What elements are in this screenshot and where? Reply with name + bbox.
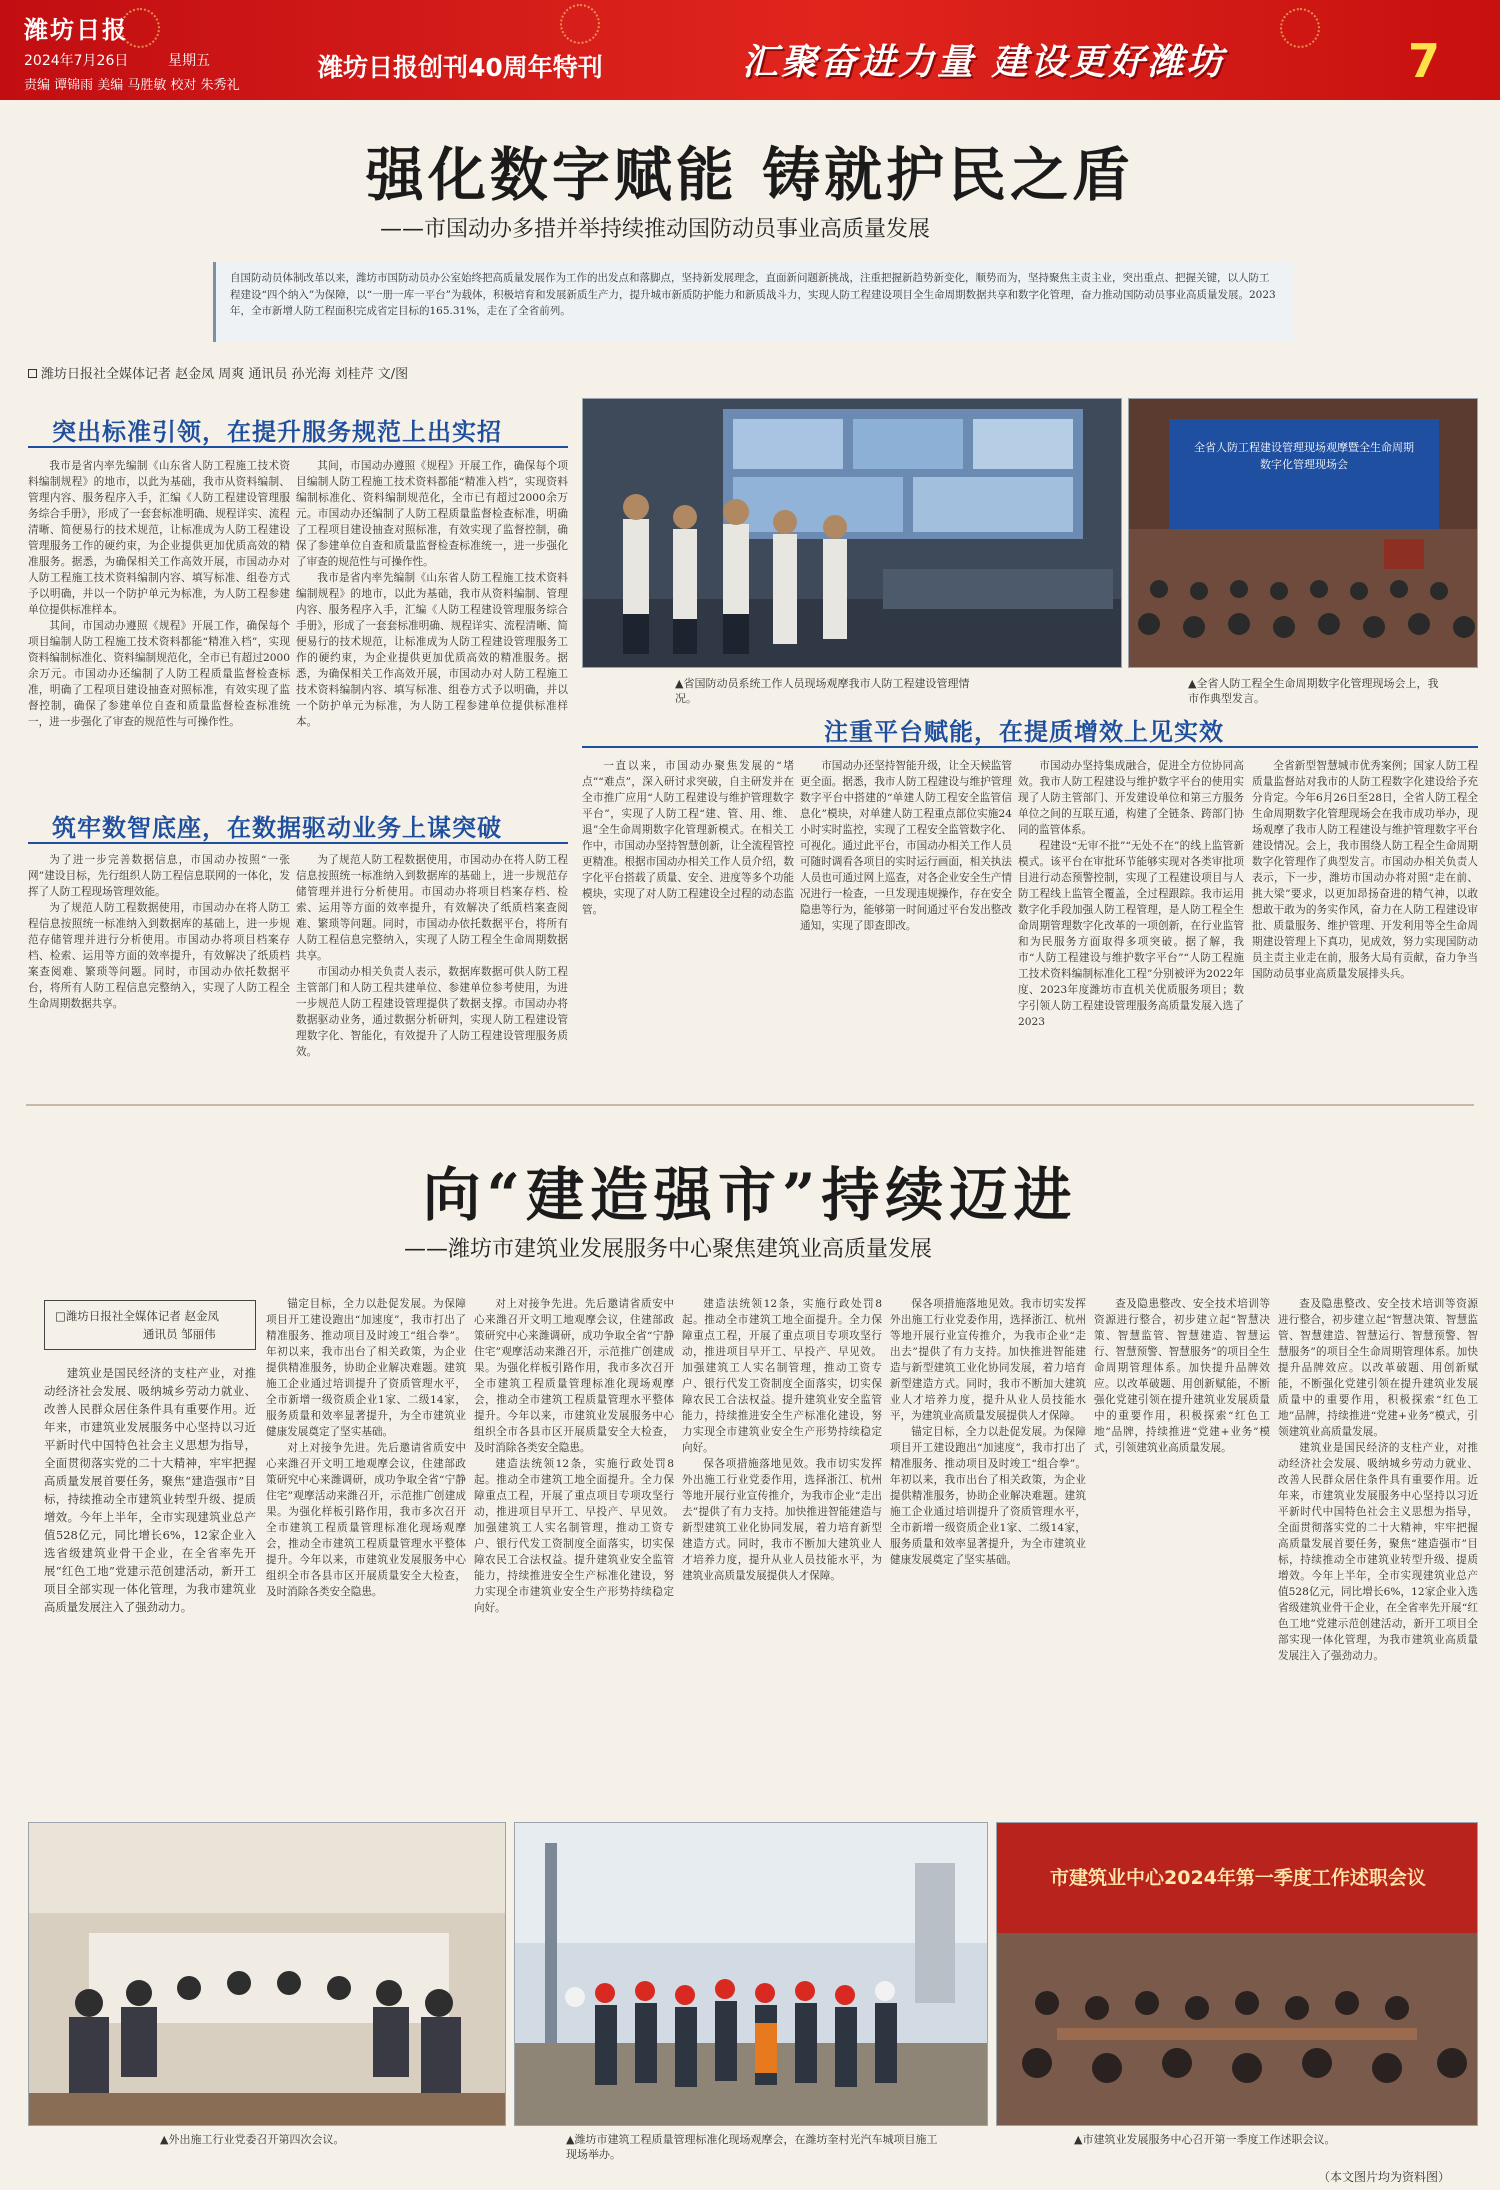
article1-intro: 自国防动员体制改革以来，潍坊市国防动员办公室始终把高质量发展作为工作的出发点和落脚点，坚持新发展理念，直面新问题新挑战，注重把握新趋势新变化，顺势而为，坚持聚焦主责主业，突出重点、把握关键，以人防工程建设“四个纳入”为保障，以“一册一库一平台”为载体，积极培育和发展新质生产力，提升城市新质防护能力和新质战斗力，实现人防工程建设项目全生命周期数据共享和数字化管理，奋力推动国防动员事业高质量发展。2023年，全市新增人防工程面积完成省定目标的165.31%，走在了全省前列。	[213, 262, 1293, 342]
section-rule	[582, 746, 1478, 748]
meeting-banner-text: 市建筑业中心2024年第一季度工作述职会议	[1050, 1867, 1426, 1889]
section-rule	[28, 842, 568, 844]
article2-column-3: 对上对接争先进。先后邀请省质安中心来潍召开文明工地观摩会议，住建部政策研究中心来潍调研，成功争取全省“宁静住宅”观摩活动来潍召开，示范推广创建成果。为强化样板引路作用，我市多次召开全市建筑工程质量管理标准化现场观摩会，推动全市建筑工程质量管理水平整体提升。今年以来，市建筑业发展服务中心组织全市各县市区开展质量安全大检查，及时消除各类安全隐患。 建造法统领12条，实施行政处罚8起。推动全市建筑工地全面提升。全力保障重点工程，开展了重点项目专项攻坚行动，推进项目早开工、早投产、早见效。加强建筑工人实名制管理，推动工资专户、银行代发工资制度全面落实，切实保障农民工合法权益。提升建筑业安全监管能力，持续推进安全生产标准化建设，努力实现全市建筑业安全生产形势持续稳定向好。	[474, 1298, 674, 1614]
article2-title: 向“建造强市”持续迈进	[422, 1161, 1078, 1229]
issue-weekday: 星期五	[168, 53, 210, 69]
article2-subtitle: ——潍坊市建筑业发展服务中心聚焦建筑业高质量发展	[404, 1237, 933, 1262]
photo-caption-a: ▲外出施工行业党委召开第四次会议。	[160, 2133, 345, 2146]
article2-byline-line1: □潍坊日报社全媒体记者 赵金凤	[55, 1309, 220, 1323]
photo-party-meeting	[28, 1822, 506, 2126]
photo-construction-site	[514, 1822, 988, 2126]
article-divider	[26, 1104, 1474, 1106]
section-rule	[28, 446, 568, 448]
article1-column-4: 为了规范人防工程数据使用，市国动办在将人防工程信息按照统一标准纳入到数据库的基础上，进一步规范存储管理并进行分析使用。市国动办将项目档案存档、检索、运用等方面的效率提升，有效解决了纸质档案查阅难、繁琐等问题。同时，市国动办依托数据平台，将所有人防工程信息完整纳入，实现了人防工程全生命周期数据共享。 市国动办相关负责人表示，数据库数据可供人防工程主管部门和人防工程共建单位、参建单位参考使用，为进一步规范人防工程建设管理提供了数据支撑。市国动办将数据驱动业务，通过数据分析研判，实现人防工程建设管理数字化、智能化，有效提升了人防工程建设管理服务质效。	[296, 854, 568, 1058]
photo-work-report-meeting	[996, 1822, 1478, 2126]
article2-column-2: 锚定目标，全力以赴促发展。为保障项目开工建设跑出“加速度”，我市打出了精准服务、推动项目及时竣工“组合拳”。年初以来，我市出台了相关政策，为企业提供精准服务，协助企业解决难题。建筑施工企业通过培训提升了资质管理水平，全市新增一级资质企业1家、二级14家，服务质量和效率显著提升，为全市建筑业健康发展奠定了坚实基础。 对上对接争先进。先后邀请省质安中心来潍召开文明工地观摩会议，住建部政策研究中心来潍调研，成功争取全省“宁静住宅”观摩活动来潍召开，示范推广创建成果。为强化样板引路作用，我市多次召开全市建筑工程质量管理标准化现场观摩会，推动全市建筑工程质量管理水平整体提升。今年以来，市建筑业发展服务中心组织全市各县市区开展质量安全大检查，及时消除各类安全隐患。	[266, 1298, 466, 1598]
newspaper-logo: 潍坊日报	[24, 15, 128, 44]
firework-decoration	[560, 4, 600, 44]
firework-decoration	[1280, 8, 1320, 48]
article2-byline-box	[44, 1300, 256, 1350]
editor-credits: 责编 谭锦雨 美编 马胜敏 校对 朱秀礼	[24, 78, 240, 93]
article1-column-3: 为了进一步完善数据信息，市国动办按照“一张网”建设目标，先行组织人防工程信息联网的一体化，发挥了人防工程现场管理效能。 为了规范人防工程数据使用，市国动办在将人防工程信息按照统一标准纳入到数据库的基础上，进一步规范存储管理并进行分析使用。市国动办将项目档案存档、检索、运用等方面的效率提升，有效解决了纸质档案查阅难、繁琐等问题。同时，市国动办依托数据平台，将所有人防工程信息完整纳入，实现了人防工程全生命周期数据共享。	[28, 854, 290, 1010]
article1-subtitle: ——市国动办多措并举持续推动国防动员事业高质量发展	[380, 217, 931, 242]
photo-credit: （本文图片均为资料图）	[1318, 2170, 1451, 2184]
page-slogan: 汇聚奋进力量 建设更好潍坊	[742, 42, 1226, 83]
special-edition-label: 潍坊日报创刊40周年特刊	[318, 53, 603, 82]
photo-caption-1: ▲省国防动员系统工作人员现场观摩我市人防工程建设管理情况。	[675, 677, 970, 705]
article1-column-1: 我市是省内率先编制《山东省人防工程施工技术资料编制规程》的地市，以此为基础，我市从资料编制、管理内容、服务程序入手，汇编《人防工程建设管理服务综合手册》，形成了一套套标准明确、规程详实、流程清晰、简便易行的技术规范，让标准成为人防工程建设管理服务工作的硬约束，为企业提供更加优质高效的精准服务。据悉，为确保相关工作高效开展，市国动办对人防工程施工技术资料编制内容、填写标准、组卷方式予以明确，并以一个防护单元为标准，为人防工程参建单位提供标准样本。 其间，市国动办遵照《规程》开展工作，确保每个项目编制人防工程施工技术资料都能“精准入档”，实现资料编制标准化、资料编制规范化，全市已有超过2000余万元。市国动办还编制了人防工程质量监督检查标准，明确了工程项目建设抽查对照标准，有效实现了监督控制，确保了参建单位自查和质量监督检查标准统一，进一步强化了审查的规范性与可操作性。	[28, 460, 290, 728]
article2-column-6: 查及隐患整改、安全技术培训等资源进行整合，初步建立起“智慧决策、智慧监管、智慧建造、智慧运行、智慧预警、智慧服务”的项目全生命周期管理体系。加快提升品牌效应。以改革破题、用创新赋能，不断强化党建引领在提升建筑业发展质量中的重要作用，积极探索“红色工地”品牌，持续推进“党建+业务”模式，引领建筑业高质量发展。	[1094, 1298, 1270, 1454]
article2-column-4: 建造法统领12条，实施行政处罚8起。推动全市建筑工地全面提升。全力保障重点工程，开展了重点项目专项攻坚行动，推进项目早开工、早投产、早见效。加强建筑工人实名制管理，推动工资专户、银行代发工资制度全面落实，切实保障农民工合法权益。提升建筑业安全监管能力，持续推进安全生产标准化建设，努力实现全市建筑业安全生产形势持续稳定向好。 保各项措施落地见效。我市切实发挥外出施工行业党委作用，选择浙江、杭州等地开展行业宣传推介，为我市企业“走出去”提供了有力支持。加快推进智能建造与新型建筑工业化协同发展，着力培育新型建造方式。同时，我市不断加大建筑业人才培养力度，提升从业人员技能水平，为建筑业高质量发展提供人才保障。	[682, 1298, 882, 1582]
article2-column-5: 保各项措施落地见效。我市切实发挥外出施工行业党委作用，选择浙江、杭州等地开展行业宣传推介，为我市企业“走出去”提供了有力支持。加快推进智能建造与新型建筑工业化协同发展，着力培育新型建造方式。同时，我市不断加大建筑业人才培养力度，提升从业人员技能水平，为建筑业高质量发展提供人才保障。 锚定目标，全力以赴促发展。为保障项目开工建设跑出“加速度”，我市打出了精准服务、推动项目及时竣工“组合拳”。年初以来，我市出台了相关政策，为企业提供精准服务，协助企业解决难题。建筑施工企业通过培训提升了资质管理水平，全市新增一级资质企业1家、二级14家，服务质量和效率显著提升，为全市建筑业健康发展奠定了坚实基础。	[890, 1298, 1086, 1566]
article1-title: 强化数字赋能 铸就护民之盾	[365, 141, 1135, 209]
article2-column-1: 建筑业是国民经济的支柱产业，对推动经济社会发展、吸纳城乡劳动力就业、改善人民群众居住条件具有重要作用。近年来，市建筑业发展服务中心坚持以习近平新时代中国特色社会主义思想为指导，全面贯彻落实党的二十大精神，牢牢把握高质量发展首要任务，聚焦“建造强市”目标，持续推动全市建筑业转型升级、提质增效。今年上半年，全市实现建筑业总产值528亿元，同比增长6%，12家企业入选省级建筑业骨干企业，在全省率先开展“红色工地”党建示范创建活动，新开工项目全部实现一体化管理，为我市建筑业高质量发展注入了强劲动力。	[44, 1366, 256, 1614]
article1-column-8: 全省新型智慧城市优秀案例；国家人防工程质量监督站对我市的人防工程数字化建设给予充分肯定。今年6月26日至28日，全省人防工程全生命周期数字化管理现场会在我市成功举办，现场观摩了我市人防工程建设与维护管理数字平台建设情况。会上，我市围绕人防工程全生命周期数字化管理作了典型发言。市国动办相关负责人表示，下一步，潍坊市国动办将对照“走在前、挑大梁”要求，以更加昂扬奋进的精气神，以敢想敢干敢为的务实作风，奋力在人防工程建设审批、质量服务、维护管理、开发利用等全生命周期建设管理上下真功，见成效，努力实现国防动员主责主业走在前，服务大局有贡献，奋力争当国防动员事业高质量发展排头兵。	[1252, 760, 1478, 980]
article1-byline-text: 潍坊日报社全媒体记者 赵金凤 周爽 通讯员 孙光海 刘桂芹 文/图	[41, 367, 409, 382]
photo-caption-b: ▲潍坊市建筑工程质量管理标准化现场观摩会，在潍坊奎村光汽车城项目施工现场举办。	[566, 2133, 938, 2161]
page-number: 7	[1408, 34, 1441, 88]
photo-caption-c: ▲市建筑业发展服务中心召开第一季度工作述职会议。	[1074, 2133, 1336, 2146]
article1-section2-heading: 筑牢数智底座，在数据驱动业务上谋突破	[52, 814, 502, 842]
article1-column-2: 其间，市国动办遵照《规程》开展工作，确保每个项目编制人防工程施工技术资料都能“精准入档”，实现资料编制标准化、资料编制规范化，全市已有超过2000余万元。市国动办还编制了人防工程质量监督检查标准，明确了工程项目建设抽查对照标准，有效实现了监督控制，确保了参建单位自查和质量监督检查标准统一，进一步强化了审查的规范性与可操作性。 我市是省内率先编制《山东省人防工程施工技术资料编制规程》的地市，以此为基础，我市从资料编制、管理内容、服务程序入手，汇编《人防工程建设管理服务综合手册》，形成了一套套标准明确、规程详实、流程清晰、简便易行的技术规范，让标准成为人防工程建设管理服务工作的硬约束，为企业提供更加优质高效的精准服务。据悉，为确保相关工作高效开展，市国动办对人防工程施工技术资料编制内容、填写标准、组卷方式予以明确，并以一个防护单元为标准，为人防工程参建单位提供标准样本。	[296, 460, 568, 728]
article1-section3-heading: 注重平台赋能，在提质增效上见实效	[824, 718, 1224, 746]
photo-observation-center	[582, 398, 1122, 668]
article1-column-6: 市国动办还坚持智能升级，让全天候监管更全面。据悉，我市人防工程建设与维护管理数字平台中搭建的“单建人防工程安全监管信息化”模块，对单建人防工程重点部位实施24小时实时监控，实现了工程安全监管数字化、可视化。通过此平台，市国动办相关工作人员可随时调看各项目的实时运行画面，相关执法人员也可通过网上巡查，对各企业安全生产情况进行一检查，一旦发现违规操作，存在安全隐患等行为，能够第一时间通过平台发出整改通知，实现了即查即改。	[800, 760, 1012, 932]
article1-column-7: 市国动办坚持集成融合，促进全方位协同高效。我市人防工程建设与维护数字平台的使用实现了人防主管部门、开发建设单位和第三方服务单位之间的互联互通，构建了全链条、跨部门协同的监管体系。 程建设“无审不批”“无处不在”的线上监管新模式。该平台在审批环节能够实现对各类审批项目进行动态预警控制，实现了工程建设项目与人防工程线上监管全覆盖，全过程跟踪。我市运用数字化手段加强人防工程管理，是人防工程全生命周期管理数字化改革的一项创新，在行业监管和为民服务方面取得多项突破。据了解，我市“人防工程建设与维护数字平台”“人防工程施工技术资料编制标准化工程”分别被评为2022年度、2023年度潍坊市直机关优质服务项目；数字引领人防工程建设管理服务高质量发展入选了2023	[1018, 760, 1244, 1028]
article2-byline-line2: 通讯员 邹丽伟	[143, 1327, 216, 1341]
article2-column-7: 查及隐患整改、安全技术培训等资源进行整合，初步建立起“智慧决策、智慧监管、智慧建造、智慧运行、智慧预警、智慧服务”的项目全生命周期管理体系。加快提升品牌效应。以改革破题、用创新赋能，不断强化党建引领在提升建筑业发展质量中的重要作用，积极探索“红色工地”品牌，持续推进“党建+业务”模式，引领建筑业高质量发展。 建筑业是国民经济的支柱产业，对推动经济社会发展、吸纳城乡劳动力就业、改善人民群众居住条件具有重要作用。近年来，市建筑业发展服务中心坚持以习近平新时代中国特色社会主义思想为指导，全面贯彻落实党的二十大精神，牢牢把握高质量发展首要任务，聚焦“建造强市”目标，持续推动全市建筑业转型升级、提质增效。今年上半年，全市实现建筑业总产值528亿元，同比增长6%，12家企业入选省级建筑业骨干企业，在全省率先开展“红色工地”党建示范创建活动，新开工项目全部实现一体化管理，为我市建筑业高质量发展注入了强劲动力。	[1278, 1298, 1478, 1662]
article1-section1-heading: 突出标准引领，在提升服务规范上出实招	[52, 418, 502, 446]
article1-byline	[28, 363, 408, 382]
issue-date: 2024年7月26日	[24, 53, 129, 69]
masthead	[0, 0, 1500, 100]
article1-column-5: 一直以来，市国动办聚焦发展的“堵点”“难点”，深入研讨求突破，自主研发并在全市推广应用“人防工程建设与维护管理数字平台”，实现了人防工程“建、管、用、维、退”全生命周期数字化管理新模式。在相关工作中，市国动办坚持智慧创新，让全流程管控更精准。根据市国动办相关工作人员介绍，数字化平台搭载了质量、安全、进度等多个功能模块，实现了对人防工程建设全过程的动态监管。	[582, 760, 794, 916]
photo-caption-2: ▲全省人防工程全生命周期数字化管理现场会上，我市作典型发言。	[1188, 677, 1439, 705]
conference-banner-text: 全省人防工程建设管理现场观摩暨全生命周期数字化管理现场会	[1194, 441, 1414, 471]
photo-conference-hall	[1128, 398, 1478, 668]
